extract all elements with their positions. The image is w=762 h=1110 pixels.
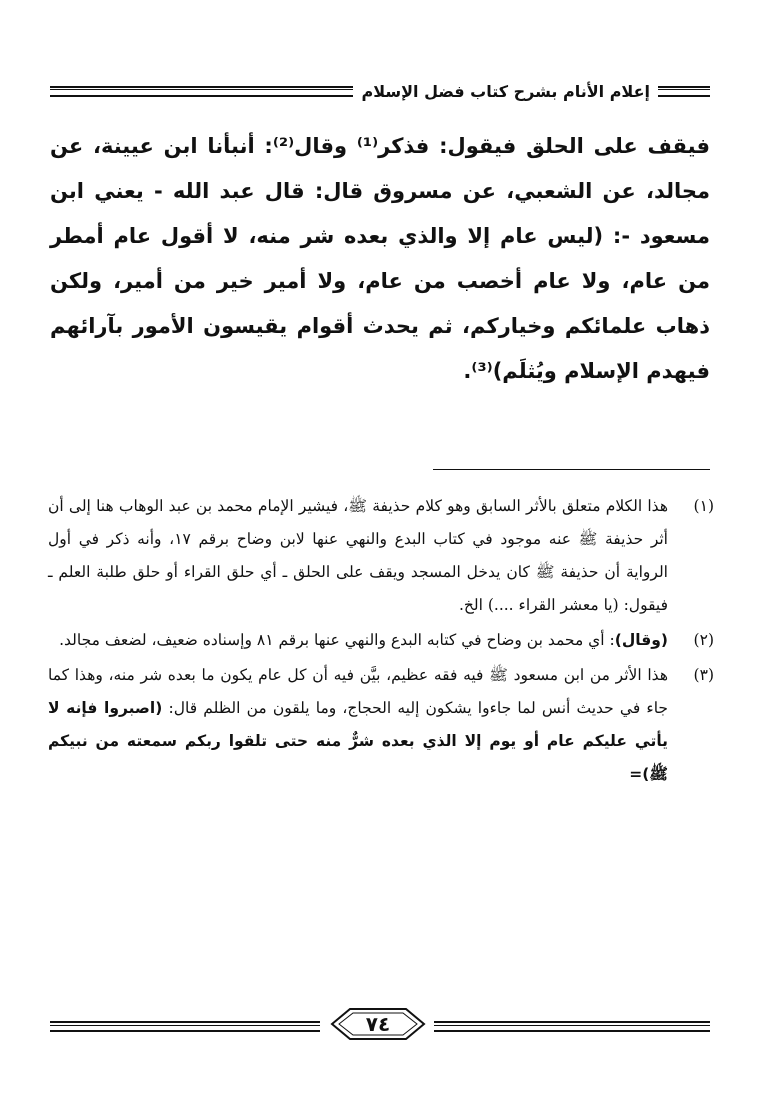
page-number-badge	[330, 1005, 426, 1043]
footnote-rest: هذا الأثر من ابن مسعود ﷺ فيه فقه عظيم، بيَّن فيه أن كل عام يكون ما بعده شر منه، وهذا كما جاء في حديث أنس لما جاءوا يشكون إليه الحجاج، وما يلقون من الظلم قال:	[48, 666, 668, 717]
header-title: إعلام الأنام بشرح كتاب فضل الإسلام	[361, 81, 650, 101]
footnote-text	[48, 624, 668, 657]
footnote-rest: : أي محمد بن وضاح في كتابه البدع والنهي عنها برقم ٨١ وإسناده ضعيف، لضعف مجالد.	[59, 631, 615, 649]
footnote-separator	[433, 469, 710, 470]
page-footer	[50, 1005, 710, 1049]
footnote-number: (٢)	[693, 631, 714, 649]
header-rule-right	[658, 86, 710, 97]
footnote-2	[48, 624, 714, 657]
main-paragraph: فيقف على الحلق فيقول: فذكر⁽¹⁾ وقال⁽²⁾: أنبأنا ابن عيينة، عن مجالد، عن الشعبي، عن مسروق قال: قال عبد الله - يعني ابن مسعود -: (ليس عام إلا والذي بعده شر منه، لا أقول عام أمطر من عام، ولا عام أخصب من عام، ولا أمير خير من أمير، ولكن ذهاب علمائكم وخياركم، ثم يحدث أقوام يقيسون الأمور بآرائهم فيهدم الإسلام ويُثلَم)⁽³⁾.	[50, 134, 710, 383]
footer-rule-left	[50, 1021, 320, 1032]
footnote-text: هذا الكلام متعلق بالأثر السابق وهو كلام حذيفة ﷺ، فيشير الإمام محمد بن عبد الوهاب هنا إلى أن أثر حذيفة ﷺ عنه موجود في كتاب البدع والنهي عنها لابن وضاح برقم ١٧، وأنه ذكر في أول الرواية أن حذيفة ﷺ كان يدخل المسجد ويقف على الحلق ـ أي حلق القراء أو حلق طلبة العلم ـ فيقول: (يا معشر القراء ....) الخ.	[48, 497, 668, 614]
running-header	[50, 78, 710, 104]
footnote-number: (١)	[693, 497, 714, 515]
footnote-text	[48, 659, 668, 791]
footnote-number: (٣)	[693, 666, 714, 684]
footnote-bold-lead: (وقال)	[614, 631, 668, 649]
footnote-1	[48, 490, 714, 622]
footnote-bold-quote: (اصبروا فإنه لا يأتي عليكم عام أو يوم إلا الذي بعده شرٌّ منه حتى تلقوا ربكم سمعته من نبيكم ﷺ)=	[48, 699, 668, 783]
main-text-block	[50, 124, 710, 394]
footnotes	[48, 490, 714, 793]
footnote-3	[48, 659, 714, 791]
footer-rule-right	[434, 1021, 710, 1032]
header-rule-left	[50, 86, 353, 97]
page-number: ٧٤	[365, 1012, 391, 1036]
